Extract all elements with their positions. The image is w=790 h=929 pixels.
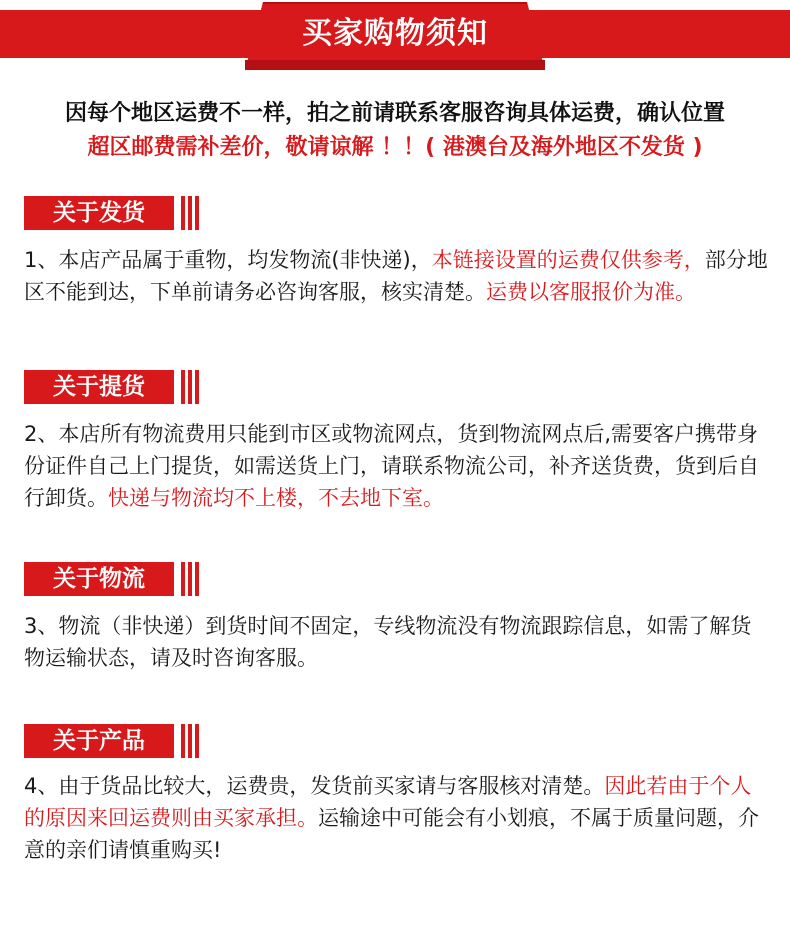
heading-bar-decoration xyxy=(195,562,199,596)
section-title: 关于产品 xyxy=(24,724,174,758)
section-body-shipping xyxy=(24,244,769,308)
page-title: 买家购物须知 xyxy=(302,16,488,51)
heading-bar-decoration xyxy=(181,562,185,596)
heading-bar-decoration xyxy=(195,196,199,230)
body-text-highlight: 运费以客服报价为准。 xyxy=(486,280,696,304)
body-text: 1、本店产品属于重物，均发物流(非快递)， xyxy=(24,248,432,272)
section-title: 关于发货 xyxy=(24,196,174,230)
section-body-product xyxy=(24,770,769,866)
section-title: 关于提货 xyxy=(24,370,174,404)
heading-bar-decoration xyxy=(181,196,185,230)
heading-bar-decoration xyxy=(195,370,199,404)
heading-bar-decoration xyxy=(181,370,185,404)
body-text: 运输途中可能会有小划痕，不属于质量问题，介意的亲们请慎重购买! xyxy=(24,806,759,862)
intro-line-2: 超区邮费需补差价，敬请谅解 ！！( 港澳台及海外地区不发货 ) xyxy=(87,135,703,160)
section-body-logistics xyxy=(24,610,769,674)
body-text-highlight: 快递与物流均不上楼，不去地下室。 xyxy=(108,486,444,510)
heading-bar-decoration xyxy=(188,370,192,404)
heading-bar-decoration xyxy=(181,724,185,758)
heading-bar-decoration xyxy=(188,562,192,596)
body-text: 4、由于货品比较大，运费贵，发货前买家请与客服核对清楚。 xyxy=(24,774,605,798)
intro-line-1: 因每个地区运费不一样，拍之前请联系客服咨询具体运费，确认位置 xyxy=(64,101,725,126)
section-body-pickup xyxy=(24,418,769,514)
body-text: 2、本店所有物流费用只能到市区或物流网点，货到物流网点后,需要客户携带身份证件自己上门提货，如需送货上门，请联系物流公司，补齐送货费，货到后自行卸货。 xyxy=(24,422,759,510)
heading-bar-decoration xyxy=(188,196,192,230)
body-text: 部分地区不能到达，下单前请务必咨询客服，核实清楚。 xyxy=(24,248,768,304)
heading-bar-decoration xyxy=(188,724,192,758)
body-text-highlight: 因此若由于个人的原因来回运费则由买家承担。 xyxy=(24,774,752,830)
heading-bar-decoration xyxy=(195,724,199,758)
body-text-highlight: 本链接设置的运费仅供参考， xyxy=(431,248,705,272)
section-title: 关于物流 xyxy=(24,562,174,596)
body-text: 3、物流（非快递）到货时间不固定，专线物流没有物流跟踪信息，如需了解货物运输状态，请及时咨询客服。 xyxy=(24,614,752,670)
